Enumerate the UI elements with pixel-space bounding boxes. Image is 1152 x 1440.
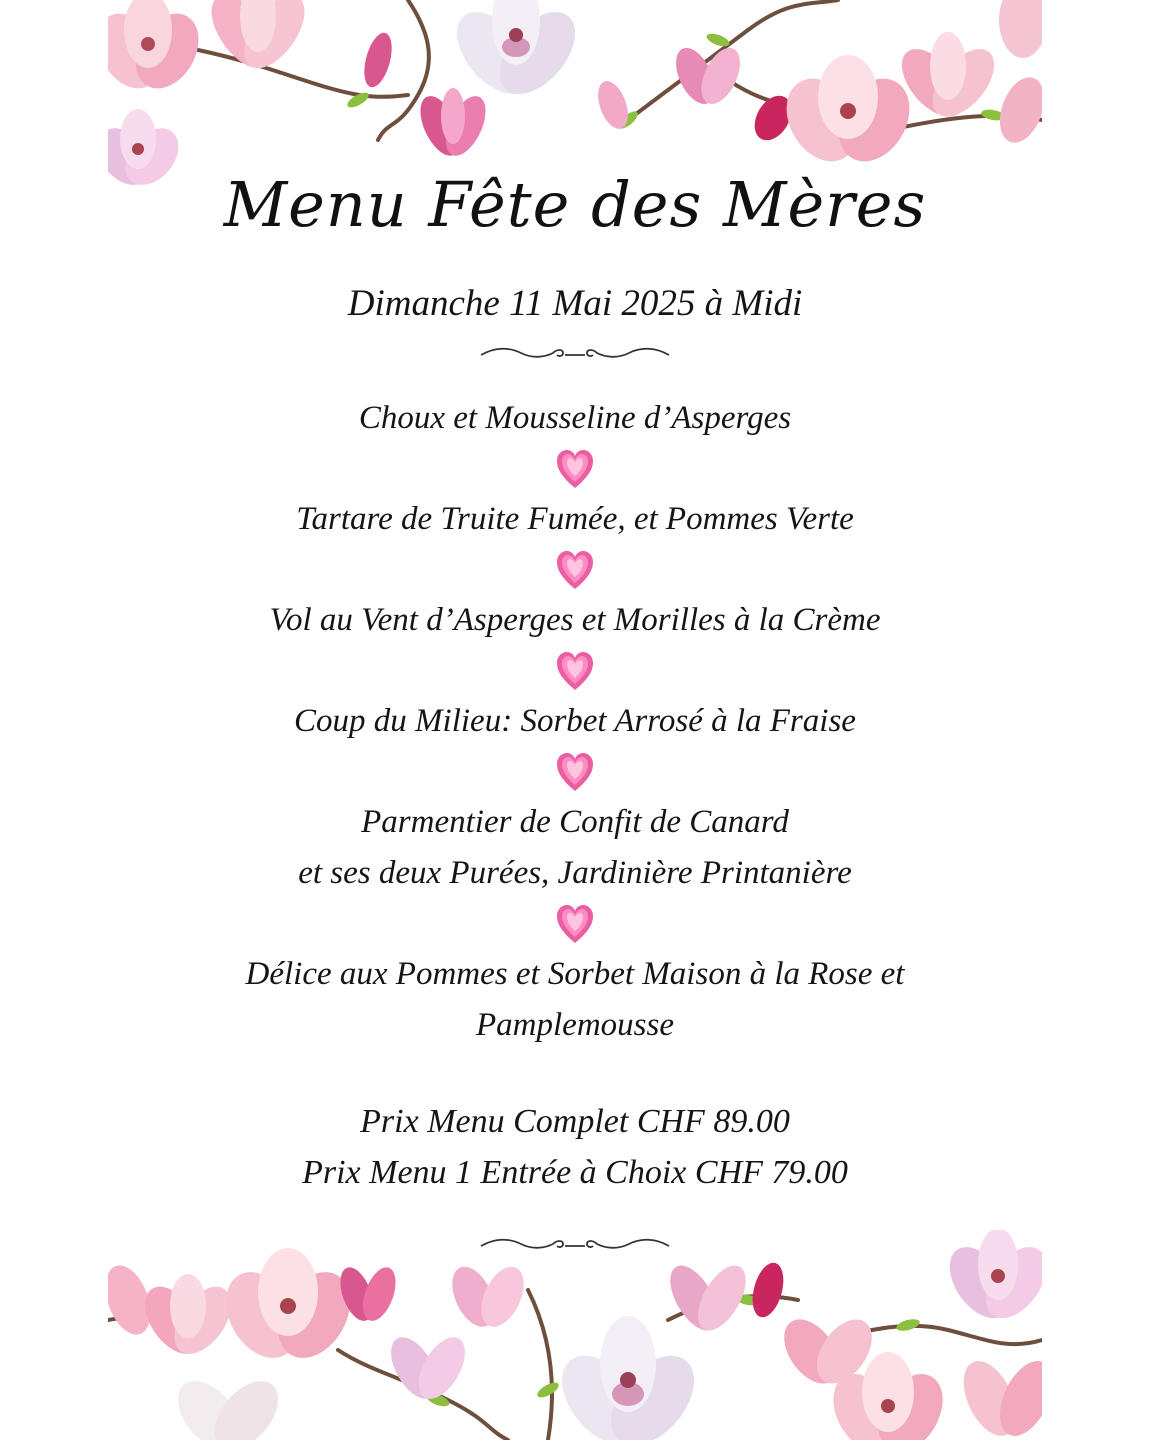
menu-date: Dimanche 11 Mai 2025 à Midi bbox=[347, 283, 803, 324]
price-block bbox=[108, 1096, 1042, 1198]
course-item bbox=[108, 595, 1042, 646]
menu-card bbox=[108, 0, 1042, 1440]
course-name: Coup du Milieu: Sorbet Arrosé à la Fraise bbox=[294, 703, 856, 739]
course-name: Vol au Vent d’Asperges et Morilles à la Crème bbox=[269, 602, 881, 638]
heart-icon bbox=[555, 444, 595, 494]
flourish-divider-top bbox=[475, 343, 675, 365]
course-item bbox=[108, 393, 1042, 444]
heart-icon bbox=[555, 646, 595, 696]
course-name: Tartare de Truite Fumée, et Pommes Verte bbox=[296, 501, 854, 537]
course-name: Parmentier de Confit de Canard bbox=[361, 804, 789, 840]
course-item bbox=[108, 494, 1042, 545]
course-item bbox=[108, 696, 1042, 747]
course-name: Choux et Mousseline d’Asperges bbox=[358, 400, 792, 436]
course-item bbox=[108, 949, 1042, 1051]
course-list bbox=[108, 393, 1042, 1051]
menu-title: Menu Fête des Mères bbox=[223, 168, 927, 241]
bottom-magnolia-decoration bbox=[108, 1230, 1042, 1440]
heart-icon bbox=[555, 747, 595, 797]
course-name: Délice aux Pommes et Sorbet Maison à la Rose et bbox=[245, 956, 905, 992]
price-one-starter: Prix Menu 1 Entrée à Choix CHF 79.00 bbox=[302, 1154, 848, 1191]
course-name-line2: et ses deux Purées, Jardinière Printanière bbox=[298, 855, 852, 891]
heart-icon bbox=[555, 899, 595, 949]
heart-icon bbox=[555, 545, 595, 595]
magnolia-flower bbox=[108, 0, 211, 100]
course-name-line2: Pamplemousse bbox=[476, 1007, 674, 1043]
course-item bbox=[108, 797, 1042, 899]
price-full-menu: Prix Menu Complet CHF 89.00 bbox=[360, 1103, 790, 1140]
